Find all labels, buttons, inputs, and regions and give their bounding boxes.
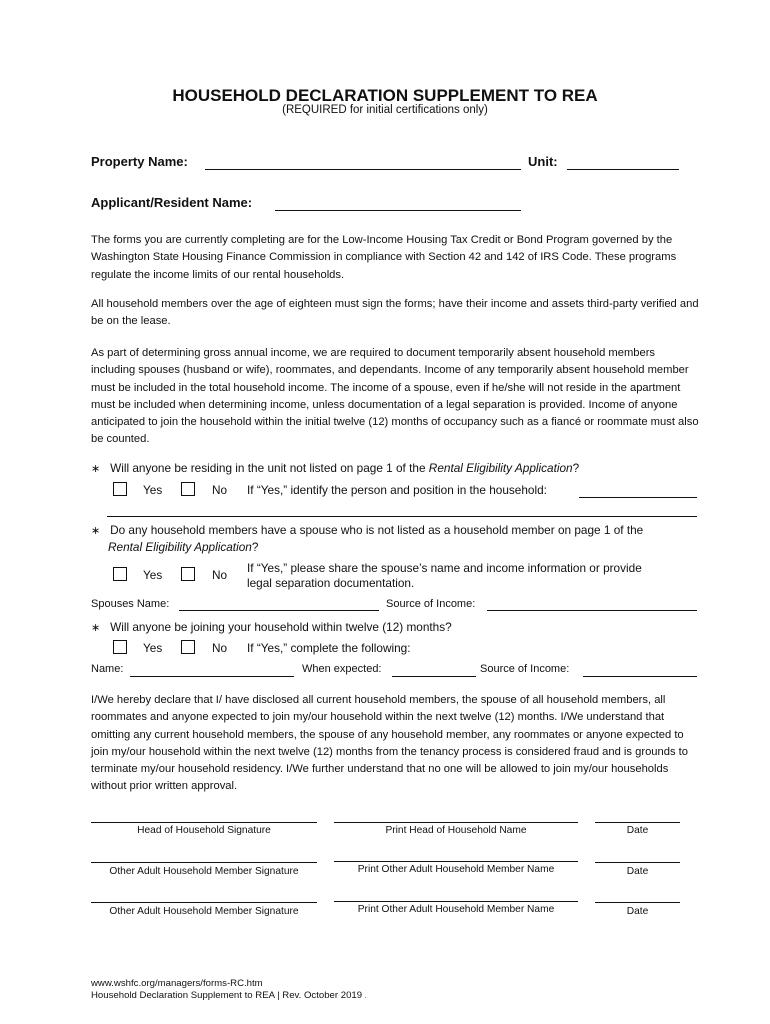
adult2-signature-line[interactable] bbox=[91, 902, 317, 903]
footer-url[interactable]: www.wshfc.org/managers/forms-RC.htm bbox=[91, 978, 263, 989]
head-signature-label: Head of Household Signature bbox=[137, 825, 271, 836]
document-subtitle: (REQUIRED for initial certifications only) bbox=[282, 104, 488, 116]
bullet-icon: ∗ bbox=[91, 622, 101, 634]
bullet-icon: ∗ bbox=[91, 525, 101, 537]
joining-income-field[interactable] bbox=[583, 676, 697, 677]
adult1-print-name-label: Print Other Adult Household Member Name bbox=[357, 864, 555, 875]
intro-paragraph: The forms you are currently completing are for the Low-Income Housing Tax Credit or Bond Program governed by the Washington State Housing Finance Commission in compliance with Section 42 and 142 of IRS Code. These programs regulate the income limits of our rental households. bbox=[91, 234, 677, 281]
question-3: ∗ Will anyone be joining your household within twelve (12) months? bbox=[91, 620, 452, 634]
adult2-date-line[interactable] bbox=[595, 902, 680, 903]
q1-yes-checkbox[interactable] bbox=[113, 482, 127, 496]
q1-no-checkbox[interactable] bbox=[181, 482, 195, 496]
q1-yes-label: Yes bbox=[143, 483, 163, 497]
applicant-name-field[interactable] bbox=[275, 210, 521, 211]
document-title: HOUSEHOLD DECLARATION SUPPLEMENT TO REA bbox=[172, 86, 598, 105]
head-print-name-label: Print Head of Household Name bbox=[385, 825, 527, 836]
footer bbox=[91, 978, 367, 1002]
when-expected-field[interactable] bbox=[392, 676, 476, 677]
unit-field[interactable] bbox=[567, 169, 679, 170]
q1-position-field[interactable] bbox=[107, 516, 697, 517]
property-name-field[interactable] bbox=[205, 169, 521, 170]
income-paragraph: As part of determining gross annual income, we are required to document temporarily absent household members including spouses (husband or wife), roommates, and dependants. Income of any temporarily absent household member must be included in the total household income. The income of a spouse, even if he/she will not reside in the apartment must be included when determining income, unless documentation of a legal separation is provided. Income of anyone anticipated to join the household within the initial twelve (12) months of occupancy such as a fiancé or roommate must also be counted. bbox=[91, 347, 699, 446]
q3-no-label: No bbox=[212, 641, 228, 655]
head-date-line[interactable] bbox=[595, 822, 680, 823]
question-2: ∗ Do any household members have a spouse who is not listed as a household member on page 1 of the Rental Eligibility Application? bbox=[91, 523, 644, 554]
unit-label: Unit: bbox=[528, 154, 558, 169]
head-signature-line[interactable] bbox=[91, 822, 317, 823]
adult2-print-name-label: Print Other Adult Household Member Name bbox=[357, 904, 555, 915]
declaration-paragraph: I/We hereby declare that I/ have disclosed all current household members, the spouse of all household members, all roommates and anyone expected to join my/our household within the next twelve (12) months. I/We understand that omitting any current household members, the spouse of any household member, any roommates or anyone expected to join my/our household within the next twelve (12) months from the tenancy process is considered fraud and is grounds to terminate my/our household residency. I/We further understand that no one will be allowed to join my/our households without prior written approval. bbox=[91, 694, 688, 793]
adult2-date-label: Date bbox=[626, 906, 649, 917]
q1-followup-text: If “Yes,” identify the person and position in the household: bbox=[247, 483, 547, 497]
applicant-name-label: Applicant/Resident Name: bbox=[91, 195, 253, 210]
question-1: ∗ Will anyone be residing in the unit not listed on page 1 of the Rental Eligibility Application? bbox=[91, 461, 580, 475]
q3-yes-label: Yes bbox=[143, 641, 163, 655]
property-name-label: Property Name: bbox=[91, 154, 188, 169]
q1-person-field[interactable] bbox=[579, 497, 697, 498]
adult1-date-line[interactable] bbox=[595, 862, 680, 863]
bullet-icon: ∗ bbox=[91, 463, 101, 475]
adult1-signature-line[interactable] bbox=[91, 862, 317, 863]
q2-followup-line1: If “Yes,” please share the spouse’s name and income information or provide bbox=[247, 561, 642, 575]
q3-yes-checkbox[interactable] bbox=[113, 640, 127, 654]
adult2-signature-label: Other Adult Household Member Signature bbox=[109, 906, 299, 917]
joining-name-field[interactable] bbox=[130, 676, 294, 677]
adult2-print-name-line[interactable] bbox=[334, 901, 578, 902]
adult1-date-label: Date bbox=[626, 866, 649, 877]
q2-no-checkbox[interactable] bbox=[181, 567, 195, 581]
head-date-label: Date bbox=[626, 825, 649, 836]
q2-followup-line2: legal separation documentation. bbox=[247, 576, 415, 590]
footer-revision: Household Declaration Supplement to REA | Rev. October 2019 . bbox=[91, 989, 367, 1001]
q3-followup-text: If “Yes,” complete the following: bbox=[247, 641, 411, 655]
when-expected-label: When expected: bbox=[302, 663, 382, 675]
spouse-name-field[interactable] bbox=[179, 610, 379, 611]
joining-name-label: Name: bbox=[91, 663, 124, 675]
head-print-name-line[interactable] bbox=[334, 822, 578, 823]
spouse-income-field[interactable] bbox=[487, 610, 697, 611]
members-paragraph: All household members over the age of eighteen must sign the forms; have their income and assets third-party verified and be on the lease. bbox=[91, 298, 699, 328]
joining-income-label: Source of Income: bbox=[480, 663, 570, 675]
q2-yes-checkbox[interactable] bbox=[113, 567, 127, 581]
q1-no-label: No bbox=[212, 483, 228, 497]
q2-yes-label: Yes bbox=[143, 568, 163, 582]
q3-no-checkbox[interactable] bbox=[181, 640, 195, 654]
adult1-signature-label: Other Adult Household Member Signature bbox=[109, 866, 299, 877]
adult1-print-name-line[interactable] bbox=[334, 861, 578, 862]
spouse-name-label: Spouses Name: bbox=[91, 598, 170, 610]
q2-no-label: No bbox=[212, 568, 228, 582]
spouse-income-label: Source of Income: bbox=[386, 598, 476, 610]
